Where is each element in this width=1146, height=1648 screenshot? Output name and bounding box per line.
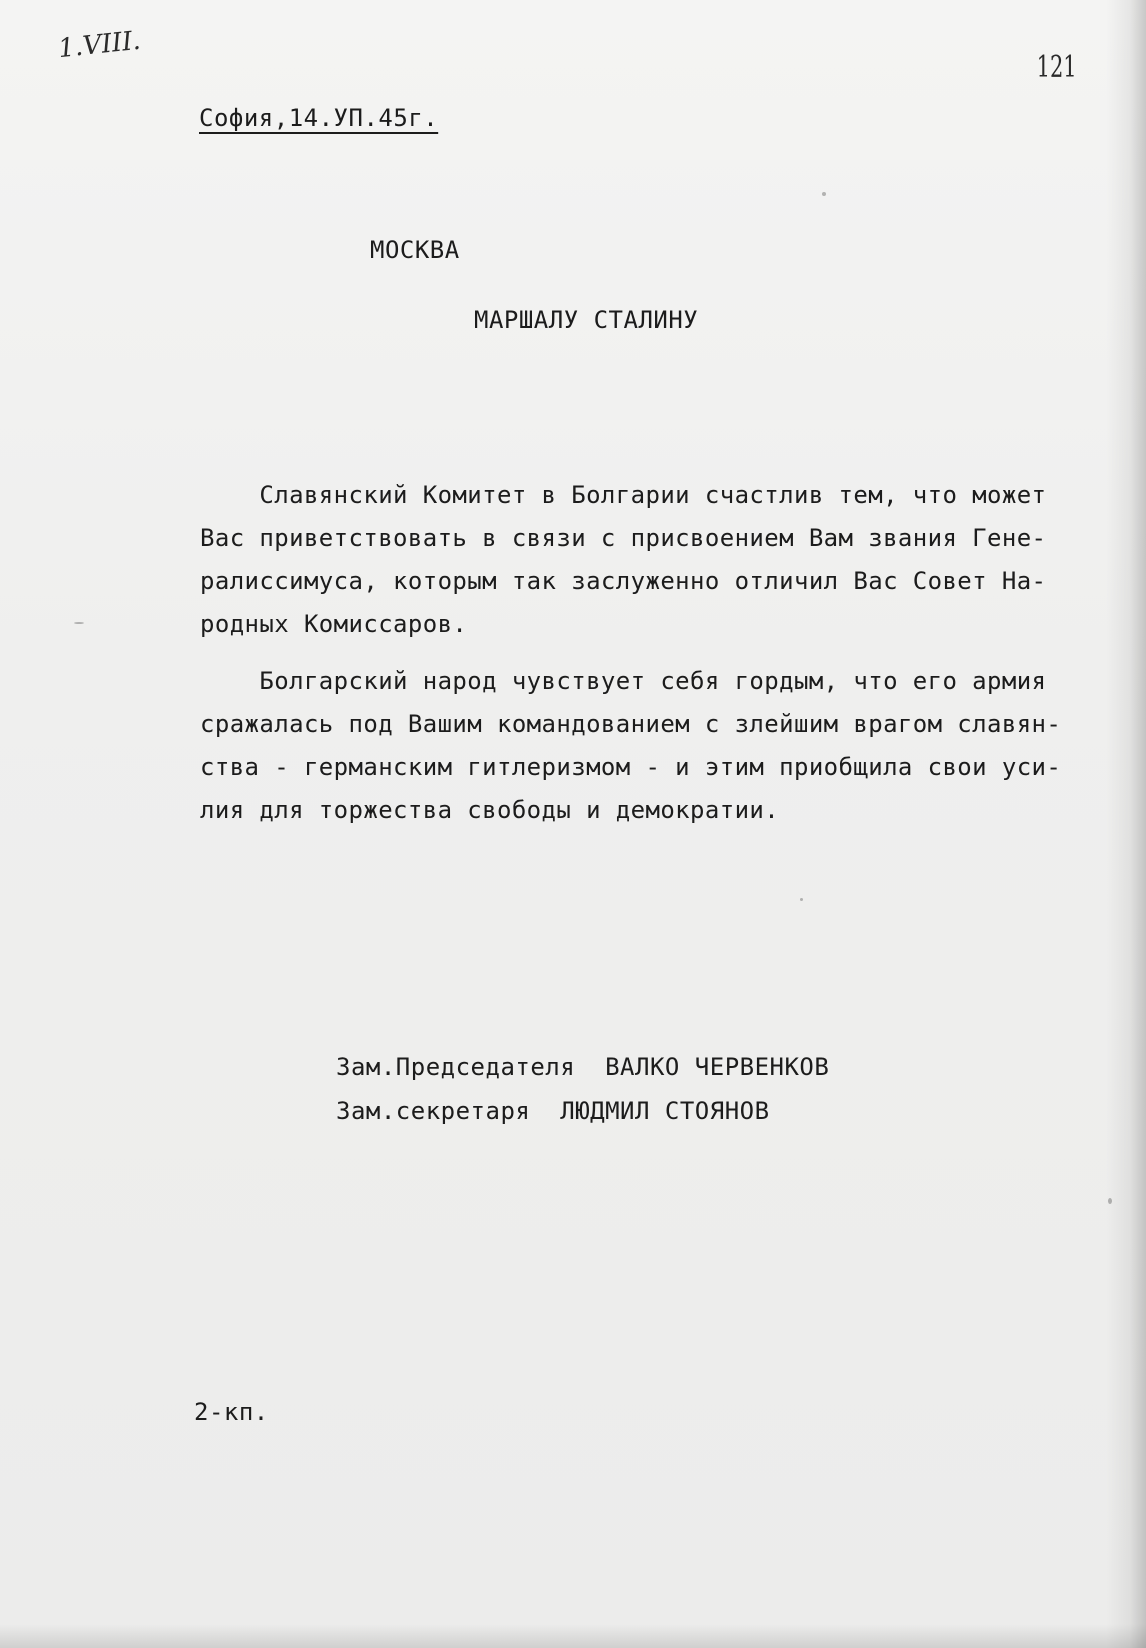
copies-note: 2-кп. [194,1398,269,1426]
paragraph-line: Вас приветствовать в связи с присвоением Вам звания Гене- [200,524,1047,552]
signature-line-deputy-chairman [336,1053,829,1081]
archive-mark: 1.VIII. [56,25,143,65]
paper-speck [800,898,803,901]
paragraph-line: лия для торжества свободы и демократии. [200,796,780,824]
addressee-heading: МАРШАЛУ СТАЛИНУ [474,306,699,334]
date-line: София,14.УП.45г. [199,104,439,132]
city-heading: МОСКВА [370,236,460,264]
paper-speck [822,192,826,196]
page-bottom-shadow [0,1624,1146,1648]
paragraph-line: сражалась под Вашим командованием с злейшим врагом славян- [200,710,1062,738]
signature-line-deputy-secretary [336,1097,770,1125]
paragraph-2 [200,660,1080,832]
signature-name: ЛЮДМИЛ СТОЯНОВ [560,1097,770,1125]
paragraph-line: родных Комиссаров. [200,610,468,638]
paragraph-line: Болгарский народ чувствует себя гордым, что его армия [200,667,1047,695]
paragraph-line: ралиссимуса, которым так заслуженно отличил Вас Совет На- [200,567,1047,595]
signature-name: ВАЛКО ЧЕРВЕНКОВ [605,1053,830,1081]
folio-number: 121 [1036,50,1077,85]
signature-title: Зам.секретаря [336,1097,531,1125]
paper-speck [74,622,84,624]
paper-speck [1108,1198,1112,1204]
paragraph-line: Славянский Комитет в Болгарии счастлив тем, что может [200,481,1047,509]
paragraph-line: ства - германским гитлеризмом - и этим приобщила свои уси- [200,753,1062,781]
paragraph-1 [200,474,1080,646]
page-edge-shadow [1106,0,1146,1648]
signature-title: Зам.Председателя [336,1053,576,1081]
